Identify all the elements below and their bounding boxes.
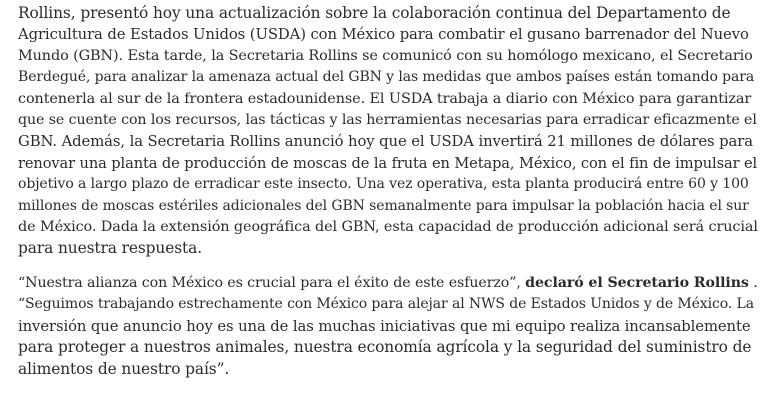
text-line: para nuestra respuesta. [18, 239, 202, 258]
text-line: objetivo a largo plazo de erradicar este insecto. Una vez operativa, esta planta producirá entre 60 y 100 [18, 176, 749, 193]
text-line: alimentos de nuestro país”. [18, 359, 230, 378]
text-line: renovar una planta de producción de moscas de la fruta en Metapa, México, con el fin de impulsar el [18, 154, 758, 172]
text-line: Rollins, presentó hoy una actualización sobre la colaboración continua del Departamento de [18, 4, 731, 22]
article-body [18, 3, 758, 380]
text-line: inversión que anuncio hoy es una de las muchas iniciativas que mi equipo realiza incansablemente [18, 317, 751, 335]
text-line: contenerla al sur de la frontera estadounidense. El USDA trabaja a diario con México para garantizar [18, 90, 752, 107]
text-line: Mundo (GBN). Esta tarde, la Secretaria Rollins se comunicó con su homólogo mexicano, el Secretario [18, 47, 753, 64]
text-line: Agricultura de Estados Unidos (USDA) con México para combatir el gusano barrenador del Nuevo [18, 26, 749, 44]
text-line: que se cuente con los recursos, las tácticas y las herramientas necesarias para erradicar eficazmente el [18, 112, 757, 129]
text-line: GBN. Además, la Secretaria Rollins anunció hoy que el USDA invertirá 21 millones de dólares para [18, 133, 753, 151]
paragraph-update [18, 3, 758, 260]
paragraph-quote [18, 273, 758, 380]
quote-first-line [18, 273, 758, 294]
text-line: millones de moscas estériles adicionales del GBN semanalmente para impulsar la población hacia el sur [18, 197, 749, 214]
attribution-end-text: . [748, 274, 758, 291]
text-line: Berdegué, para analizar la amenaza actual del GBN y las medidas que ambos países están tomando para [18, 69, 755, 86]
quote-open-text: “Nuestra alianza con México es crucial para el éxito de este esfuerzo”, [18, 274, 526, 291]
text-line: “Seguimos trabajando estrechamente con México para alejar al NWS de Estados Unidos y de México. La [18, 296, 754, 313]
attribution-text: declaró el Secretario Rollins [525, 274, 749, 291]
text-line: para proteger a nuestros animales, nuestra economía agrícola y la seguridad del suministro de [18, 338, 752, 357]
text-line: de México. Dada la extensión geográfica del GBN, esta capacidad de producción adicional será crucial [18, 219, 758, 236]
